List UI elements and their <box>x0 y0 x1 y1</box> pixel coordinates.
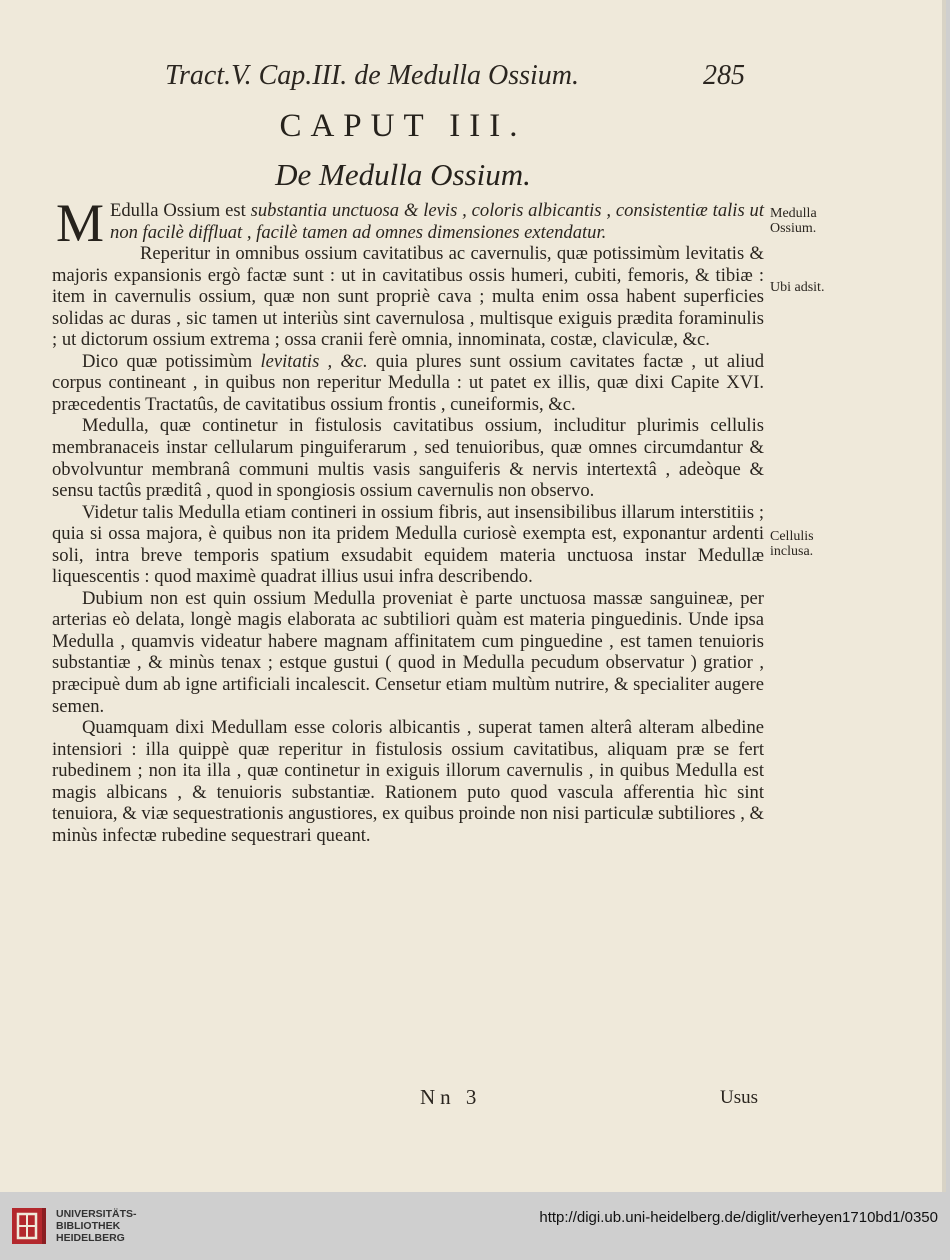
page-edge <box>942 0 946 1192</box>
margin-note-medulla-ossium: Medulla Ossium. <box>770 206 817 236</box>
drop-cap: M <box>56 193 105 253</box>
body-text <box>52 193 765 846</box>
paragraph-3 <box>52 351 764 416</box>
page-number: 285 <box>703 60 745 91</box>
paragraph-7: Quamquam dixi Medullam esse coloris albicantis , superat tamen alterâ alteram albedine intensiori : illa quippè quæ reperitur in fistulosis ossium cavitatibus, aliquam præ se fert rubedinem ; non ita illa , quæ continetur in exiguis illorum cavernulis , in quibus Medulla est magis albicans , & tenuioris substantiæ. Rationem puto quod vascula afferentia hìc sint tenuiora, & viæ sequestrationis angustiores, ex quibus proinde non nisi particulæ subtiliores , & minùs infectæ rubedine sequestrari queant. <box>52 717 764 846</box>
paragraph-text: Dico quæ potissimùm <box>82 350 261 372</box>
paragraph-text: quia plures sunt ossium cavitates factæ , ut aliud corpus contineant , in quibus non reperitur Medulla : ut patet ex illis, quæ dixi Capite XVI. præcedentis Tractatûs, de cavitatibus ossium frontis , cuneiformis, &c. <box>52 350 764 415</box>
library-logo-text <box>56 1208 137 1244</box>
running-head-title: Tract.V. Cap.III. de Medulla Ossium. <box>165 60 580 91</box>
paragraph-1 <box>52 193 765 253</box>
quoted-phrase: levitatis , &c. <box>260 350 368 372</box>
signature-mark: Nn 3 <box>420 1085 482 1109</box>
paragraph-6: Dubium non est quin ossium Medulla proveniat è parte unctuosa massæ sanguineæ, per arterias eò delata, longè magis elaborata ac subtiliori quàm est materia pinguedinis. Unde ipsa Medulla , quamvis videatur habere magnam affinitatem cum pinguedine , est tamen tenuioris substantiæ , & minùs tenax ; estque gustui ( quod in Medulla pecudum observatur ) gratior , præcipuè dum ab igne artificiali incalescit. Censetur etiam multùm nutrire, & specialiter augere semen. <box>52 587 764 717</box>
logo-line: BIBLIOTHEK <box>56 1220 121 1232</box>
logo-line: HEIDELBERG <box>56 1232 125 1244</box>
footer-bar <box>0 1192 950 1260</box>
paragraph-5: Videtur talis Medulla etiam contineri in ossium fibris, aut insensibilibus illarum interstitiis ; quia si ossa majora, è quibus non ita pridem Medulla curiosè exempta est, exponantur ardenti soli, intra breve temporis spatium exsudabit equidem materia unctuosa instar Medullæ liquescentis : quod maximè quadrat illius usui infra describendo. <box>52 501 764 588</box>
paragraph-4: Medulla, quæ continetur in fistulosis cavitatibus ossium, includitur plurimis cellulis membranaceis instar cellularum pinguiferarum , sed tenuioribus, quæ omnes circumdantur & obvolvuntur membranâ communi multis vasis sanguiferis & nervis intertextâ , adeòque & sensu tactûs præditâ , quod in spongiosis ossium cavernulis non observo. <box>52 415 764 502</box>
chapter-title: CAPUT III. <box>279 108 527 144</box>
logo-line: UNIVERSITÄTS- <box>56 1208 137 1220</box>
definition-text: substantia unctuosa & levis , coloris albicantis , consistentiæ talis ut non facilè diffluat , facilè tamen ad omnes dimensiones extendatur. <box>110 200 765 243</box>
margin-note-ubi-adsit: Ubi adsit. <box>770 280 825 295</box>
paragraph-text: Edulla Ossium est <box>110 200 251 221</box>
catchword: Usus <box>720 1087 759 1108</box>
source-url-link[interactable]: http://digi.ub.uni-heidelberg.de/diglit/verheyen1710bd1/0350 <box>539 1209 938 1226</box>
margin-note-cellulis-inclusa: Cellulis inclusa. <box>770 529 814 559</box>
paragraph-2: Reperitur in omnibus ossium cavitatibus ac cavernulis, quæ potissimùm levitatis & majoris expansionis ergò factæ sunt : ut in cavitatibus ossis humeri, cubiti, femoris, & tibiæ : item in cavernulis ossium, quæ non sunt propriè cava ; multa enim ossa habent superficies solidas ac duras , sic tamen ut interiùs sint cavernulosa , multisque exiguis prædita foraminulis ; ut dictorum ossium extrema ; ossa cranii ferè omnia, innominata, costæ, claviculæ, &c. <box>52 243 764 351</box>
chapter-subtitle: De Medulla Ossium. <box>275 157 531 192</box>
library-logo-icon <box>10 1204 48 1248</box>
running-head <box>165 60 765 94</box>
